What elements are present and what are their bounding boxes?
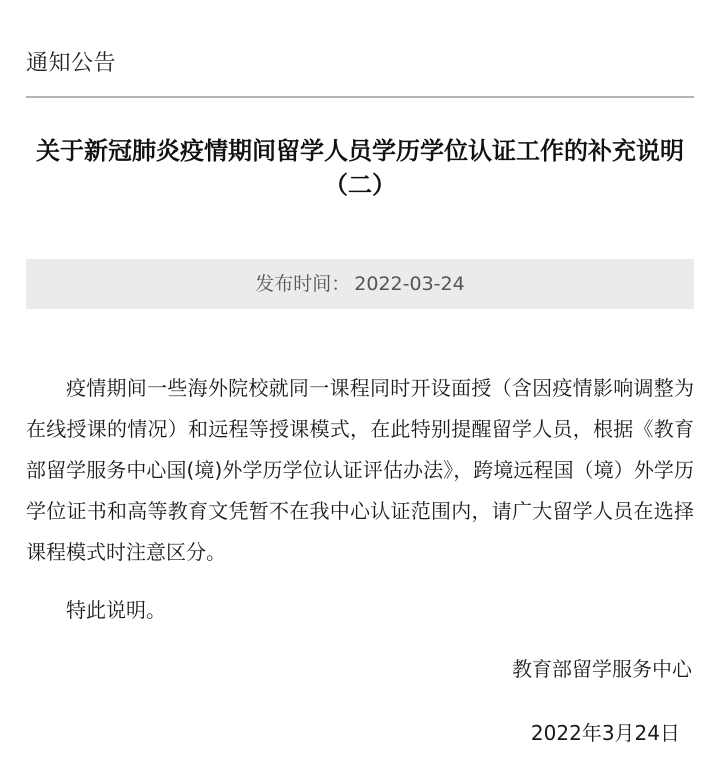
publish-label: 发布时间： bbox=[255, 273, 351, 295]
article-paragraph: 疫情期间一些海外院校就同一课程同时开设面授（含因疫情影响调整为在线授课的情况）和远程等授课模式，在此特别提醒留学人员，根据《教育部留学服务中心国(境)外学历学位认证评估办法》，跨境远程国（境）外学历学位证书和高等教育文凭暂不在我中心认证范围内，请广大留学人员在选择课程模式时注意区分。 bbox=[26, 376, 694, 564]
article-body bbox=[26, 368, 694, 573]
signature-date: 2022年3月24日 bbox=[530, 721, 680, 745]
publish-info-bar bbox=[26, 259, 694, 309]
publish-date: 2022-03-24 bbox=[354, 273, 465, 295]
header-divider bbox=[26, 96, 694, 98]
issuer-signature: 教育部留学服务中心 bbox=[512, 657, 692, 681]
article-closing: 特此说明。 bbox=[66, 598, 166, 622]
section-title: 通知公告 bbox=[26, 51, 117, 76]
article-title: 关于新冠肺炎疫情期间留学人员学历学位认证工作的补充说明（二） bbox=[36, 137, 684, 199]
